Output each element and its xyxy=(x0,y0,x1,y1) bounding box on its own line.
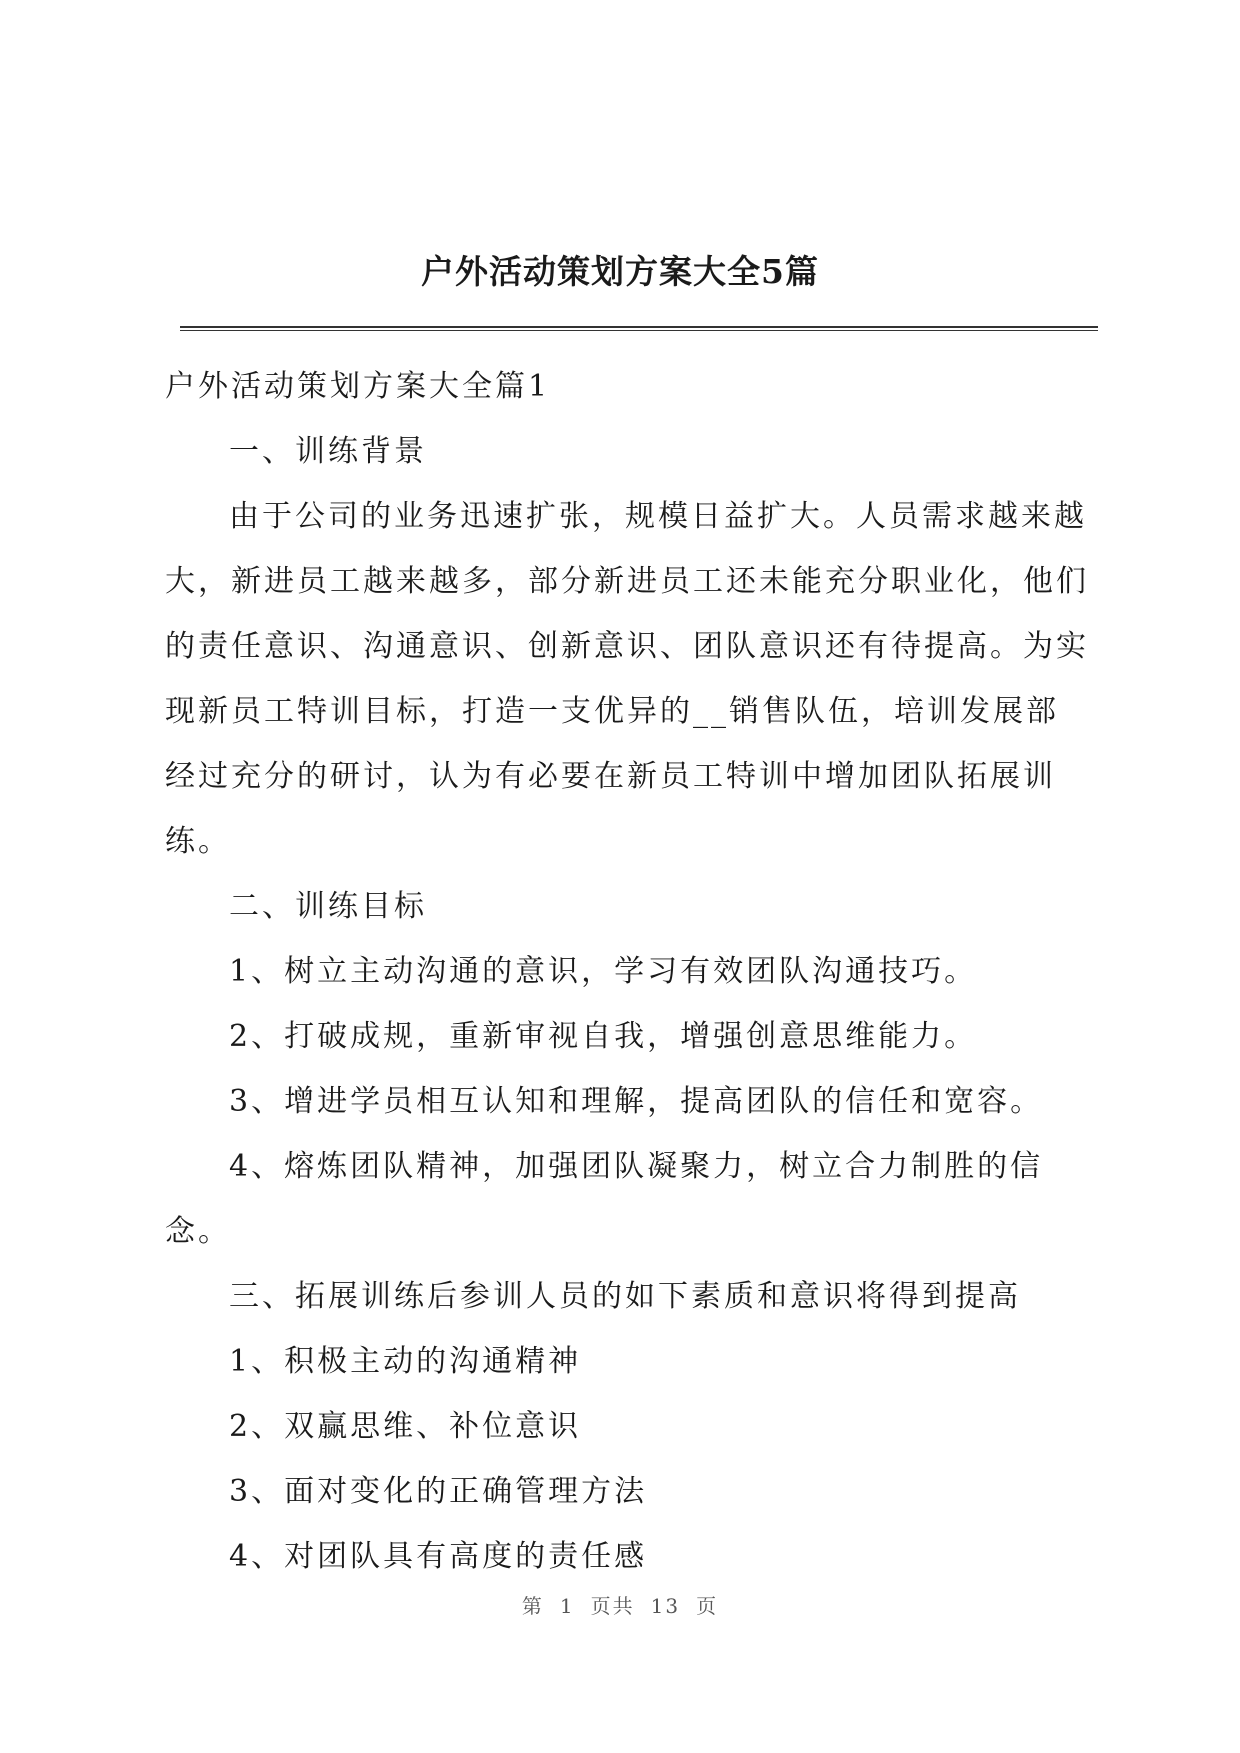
list-item: 2、双赢思维、补位意识 xyxy=(229,1409,582,1444)
list-item: 3、增进学员相互认知和理解，提高团队的信任和宽容。 xyxy=(229,1084,1044,1119)
list-item: 4、熔炼团队精神，加强团队凝聚力，树立合力制胜的信念。 xyxy=(165,1149,1044,1249)
footer-suffix: 页 xyxy=(696,1594,719,1618)
footer-middle: 页共 xyxy=(590,1594,635,1618)
subheading-goals: 二、训练目标 xyxy=(229,889,427,924)
document-body xyxy=(165,354,1090,1589)
footer-current-page: 1 xyxy=(559,1594,575,1618)
list-item: 2、打破成规，重新审视自我，增强创意思维能力。 xyxy=(229,1019,978,1054)
footer-total-pages: 13 xyxy=(650,1594,681,1618)
footer-prefix: 第 xyxy=(521,1594,544,1618)
document-title: 户外活动策划方案大全5篇 xyxy=(421,252,819,291)
list-item: 4、对团队具有高度的责任感 xyxy=(229,1539,648,1574)
list-item: 3、面对变化的正确管理方法 xyxy=(229,1474,648,1509)
page-number-footer xyxy=(0,1592,1240,1620)
section-heading: 户外活动策划方案大全篇1 xyxy=(165,369,551,404)
title-double-rule xyxy=(180,326,1098,331)
list-item: 1、树立主动沟通的意识，学习有效团队沟通技巧。 xyxy=(229,954,978,989)
paragraph-background: 由于公司的业务迅速扩张，规模日益扩大。人员需求越来越大，新进员工越来越多，部分新进员工还未能充分职业化，他们的责任意识、沟通意识、创新意识、团队意识还有待提高。为实现新员工特训目标，打造一支优异的__销售队伍，培训发展部经过充分的研讨，认为有必要在新员工特训中增加团队拓展训练。 xyxy=(165,499,1089,859)
subheading-background: 一、训练背景 xyxy=(229,434,427,469)
list-item: 1、积极主动的沟通精神 xyxy=(229,1344,582,1379)
subheading-outcomes: 三、拓展训练后参训人员的如下素质和意识将得到提高 xyxy=(229,1279,1021,1314)
